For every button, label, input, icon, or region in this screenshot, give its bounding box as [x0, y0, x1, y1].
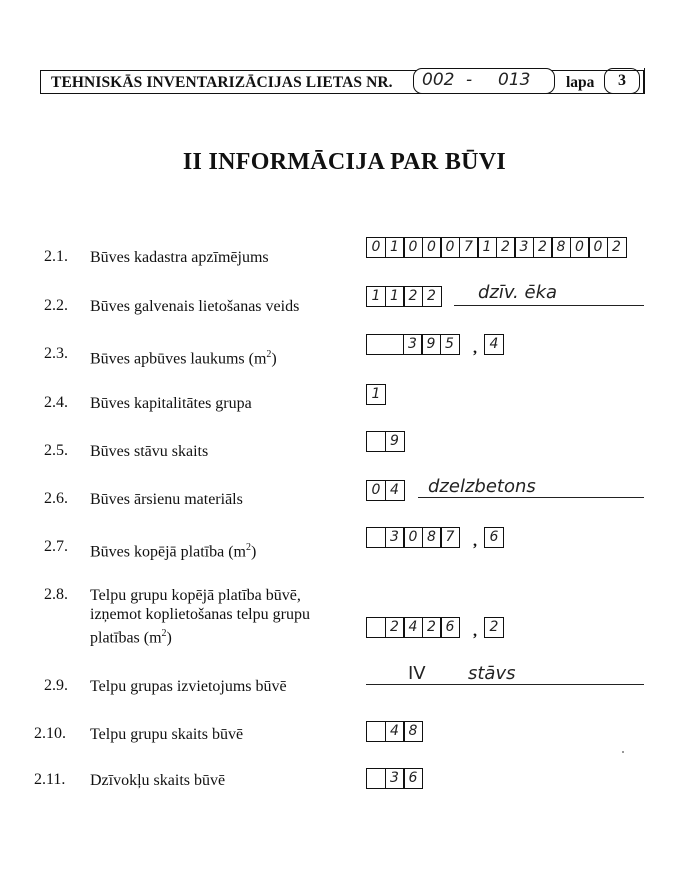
digit-box: 1 [477, 237, 497, 258]
row-label: Telpu grupu skaits būvē [90, 726, 244, 743]
digit-box: 4 [484, 334, 504, 355]
case-number-dash: - [466, 70, 473, 90]
digit-box: 4 [385, 480, 405, 501]
digit-box: 2 [484, 617, 504, 638]
digit-box: 6 [484, 527, 504, 548]
case-number-part1: 002 [422, 70, 455, 90]
digit-box: 1 [366, 286, 386, 307]
footprint-area-boxes [366, 334, 460, 355]
total-area-boxes [366, 527, 460, 548]
digit-box: 2 [422, 286, 442, 307]
digit-box: 4 [403, 617, 423, 638]
digit-box: 8 [422, 527, 442, 548]
digit-box: 8 [551, 237, 571, 258]
digit-box: 3 [514, 237, 534, 258]
digit-box: 2 [385, 617, 405, 638]
capital-group-box [366, 384, 386, 405]
digit-box: 2 [533, 237, 553, 258]
digit-box: 9 [385, 431, 405, 452]
group-area-boxes [366, 617, 460, 638]
digit-box [366, 334, 404, 355]
wall-material-boxes [366, 480, 405, 501]
decimal-comma: , [473, 533, 477, 550]
digit-box [366, 768, 386, 789]
scan-speck [622, 751, 624, 753]
digit-box: 3 [403, 334, 423, 355]
digit-box: 3 [385, 768, 405, 789]
row-label: Būves kapitalitātes grupa [90, 395, 252, 412]
digit-box: 3 [385, 527, 405, 548]
row-label: Būves apbūves laukums $(m^2)$ [90, 349, 277, 368]
underline [366, 684, 644, 685]
cadastre-number-boxes [366, 237, 627, 258]
case-number-header [40, 70, 644, 94]
row-label: Telpu grupu kopējā platība būvē, izņemot koplietošanas telpu grupu platības $(m^2)$ [90, 587, 310, 647]
row-number: 2.10. [34, 725, 66, 742]
digit-box [366, 721, 386, 742]
floor-count-boxes [366, 431, 405, 452]
row-number: 2.11. [34, 771, 66, 788]
row-label: Būves galvenais lietošanas veids [90, 298, 300, 315]
total-area-decimal-box [484, 527, 504, 548]
digit-box: 1 [385, 286, 405, 307]
row-label: Dzīvokļu skaits būvē [90, 772, 226, 789]
wall-material-handwritten: dzelzbetons [428, 476, 536, 497]
underline [418, 497, 644, 498]
case-number-field [413, 68, 555, 94]
floor-word-handwritten: stāvs [468, 663, 516, 684]
row-label: Būves kopējā platība $(m^2)$ [90, 542, 257, 561]
digit-box: 1 [385, 237, 405, 258]
digit-box: 2 [607, 237, 627, 258]
group-area-decimal-box [484, 617, 504, 638]
row-number: 2.6. [44, 490, 68, 507]
usage-handwritten: dzīv. ēka [478, 282, 558, 303]
digit-box: 9 [421, 334, 441, 355]
floor-roman-handwritten: IV [408, 663, 426, 684]
digit-box: 0 [588, 237, 608, 258]
row-number: 2.2. [44, 297, 68, 314]
digit-box: 4 [385, 721, 405, 742]
page-number-box: 3 [604, 68, 640, 94]
digit-box [366, 617, 386, 638]
digit-box: 0 [403, 527, 423, 548]
row-number: 2.7. [44, 538, 68, 555]
section-heading: II INFORMĀCIJA PAR BŪVI [182, 149, 507, 175]
underline [454, 305, 644, 306]
digit-box: 7 [440, 527, 460, 548]
row-number: 2.5. [44, 442, 68, 459]
row-number: 2.9. [44, 677, 68, 694]
digit-box: 0 [440, 237, 460, 258]
digit-box: 2 [496, 237, 516, 258]
digit-box: 5 [440, 334, 460, 355]
digit-box: 0 [570, 237, 590, 258]
row-number: 2.8. [44, 586, 68, 603]
case-number-part2: 013 [498, 70, 531, 90]
group-count-boxes [366, 721, 423, 742]
usage-code-boxes [366, 286, 442, 307]
digit-box: 7 [459, 237, 479, 258]
row-number: 2.4. [44, 394, 68, 411]
header-title: TEHNISKĀS INVENTARIZĀCIJAS LIETAS NR. [51, 74, 393, 91]
digit-box: 8 [403, 721, 423, 742]
digit-box: 0 [366, 237, 386, 258]
apartment-count-boxes [366, 768, 423, 789]
digit-box: 1 [366, 384, 386, 405]
decimal-comma: , [473, 623, 477, 640]
row-label: Būves kadastra apzīmējums [90, 249, 269, 266]
digit-box: 0 [422, 237, 442, 258]
digit-box: 0 [366, 480, 386, 501]
page-label: lapa [566, 74, 595, 91]
row-label: Telpu grupas izvietojums būvē [90, 678, 287, 695]
header-end-bracket [644, 68, 649, 94]
digit-box [366, 431, 386, 452]
digit-box: 6 [403, 768, 423, 789]
footprint-decimal-box [484, 334, 504, 355]
row-number: 2.1. [44, 248, 68, 265]
digit-box [366, 527, 386, 548]
row-label: Būves stāvu skaits [90, 443, 209, 460]
digit-box: 6 [440, 617, 460, 638]
row-number: 2.3. [44, 345, 68, 362]
digit-box: 0 [403, 237, 423, 258]
row-label: Būves ārsienu materiāls [90, 491, 243, 508]
digit-box: 2 [403, 286, 423, 307]
decimal-comma: , [473, 340, 477, 357]
digit-box: 2 [422, 617, 442, 638]
